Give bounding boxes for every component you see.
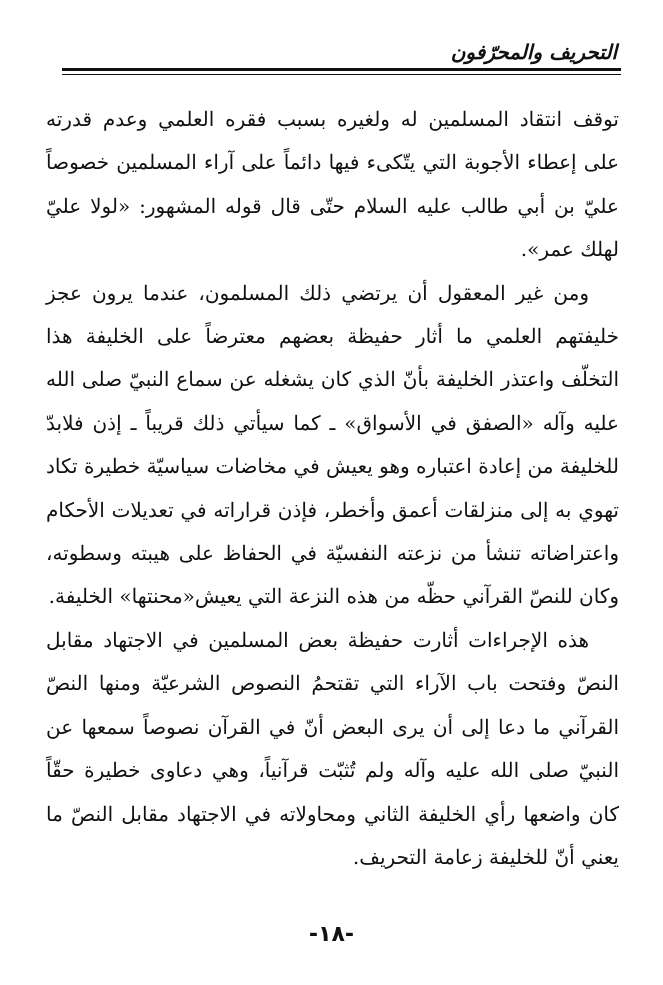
paragraph-1: توقف انتقاد المسلمين له ولغيره بسبب فقره العلمي وعدم قدرته على إعطاء الأجوبة التي يتّكىء فيها دائماً على آراء المسلمين خصوصاً عليّ بن أبي طالب عليه السلام حتّى قال قوله المشهور: «لولا عليّ لهلك عمر».	[46, 107, 619, 262]
header-title: التحريف والمحرّفون	[450, 40, 617, 64]
header-rule-thin	[62, 74, 621, 75]
header-rule-thick	[62, 68, 621, 71]
body-text	[46, 98, 619, 879]
running-header	[62, 40, 621, 76]
page-number: -١٨-	[308, 922, 355, 947]
paragraph-2: ومن غير المعقول أن يرتضي ذلك المسلمون، عندما يرون عجز خليفتهم العلمي ما أثار حفيظة بعضهم معترضاً على الخليفة هذا التخلّف واعتذر الخليفة بأنّ الذي كان يشغله عن سماع النبيّ صلى الله عليه وآله «الصفق في الأسواق» ـ كما سيأتي ذلك قريباً ـ إذن فلابدّ للخليفة من إعادة اعتباره وهو يعيش في مخاضات سياسيّة خطيرة تكاد تهوي به إلى منزلقات أعمق وأخطر، فإذن قراراته في تعديلات الأحكام واعتراضاته تنشأ من نزعته النفسيّة في الحفاظ على هيبته وسطوته، وكان للنصّ القرآني حظّه من هذه النزعة التي يعيش«محنتها» الخليفة.	[46, 280, 619, 609]
paragraph-3: هذه الإجراءات أثارت حفيظة بعض المسلمين في الاجتهاد مقابل النصّ وفتحت باب الآراء التي تقتحمُ النصوص الشرعيّة ومنها النصّ القرآني ما دعا إلى أن يرى البعض أنّ في القرآن نصوصاً سمعها عن النبيّ صلى الله عليه وآله ولم تُثبّت قرآنياً، وهي دعاوى خطيرة حقّاً كان واضعها رأي الخليفة الثاني ومحاولاته في الاجتهاد مقابل النصّ ما يعني أنّ للخليفة زعامة التحريف.	[46, 627, 619, 869]
